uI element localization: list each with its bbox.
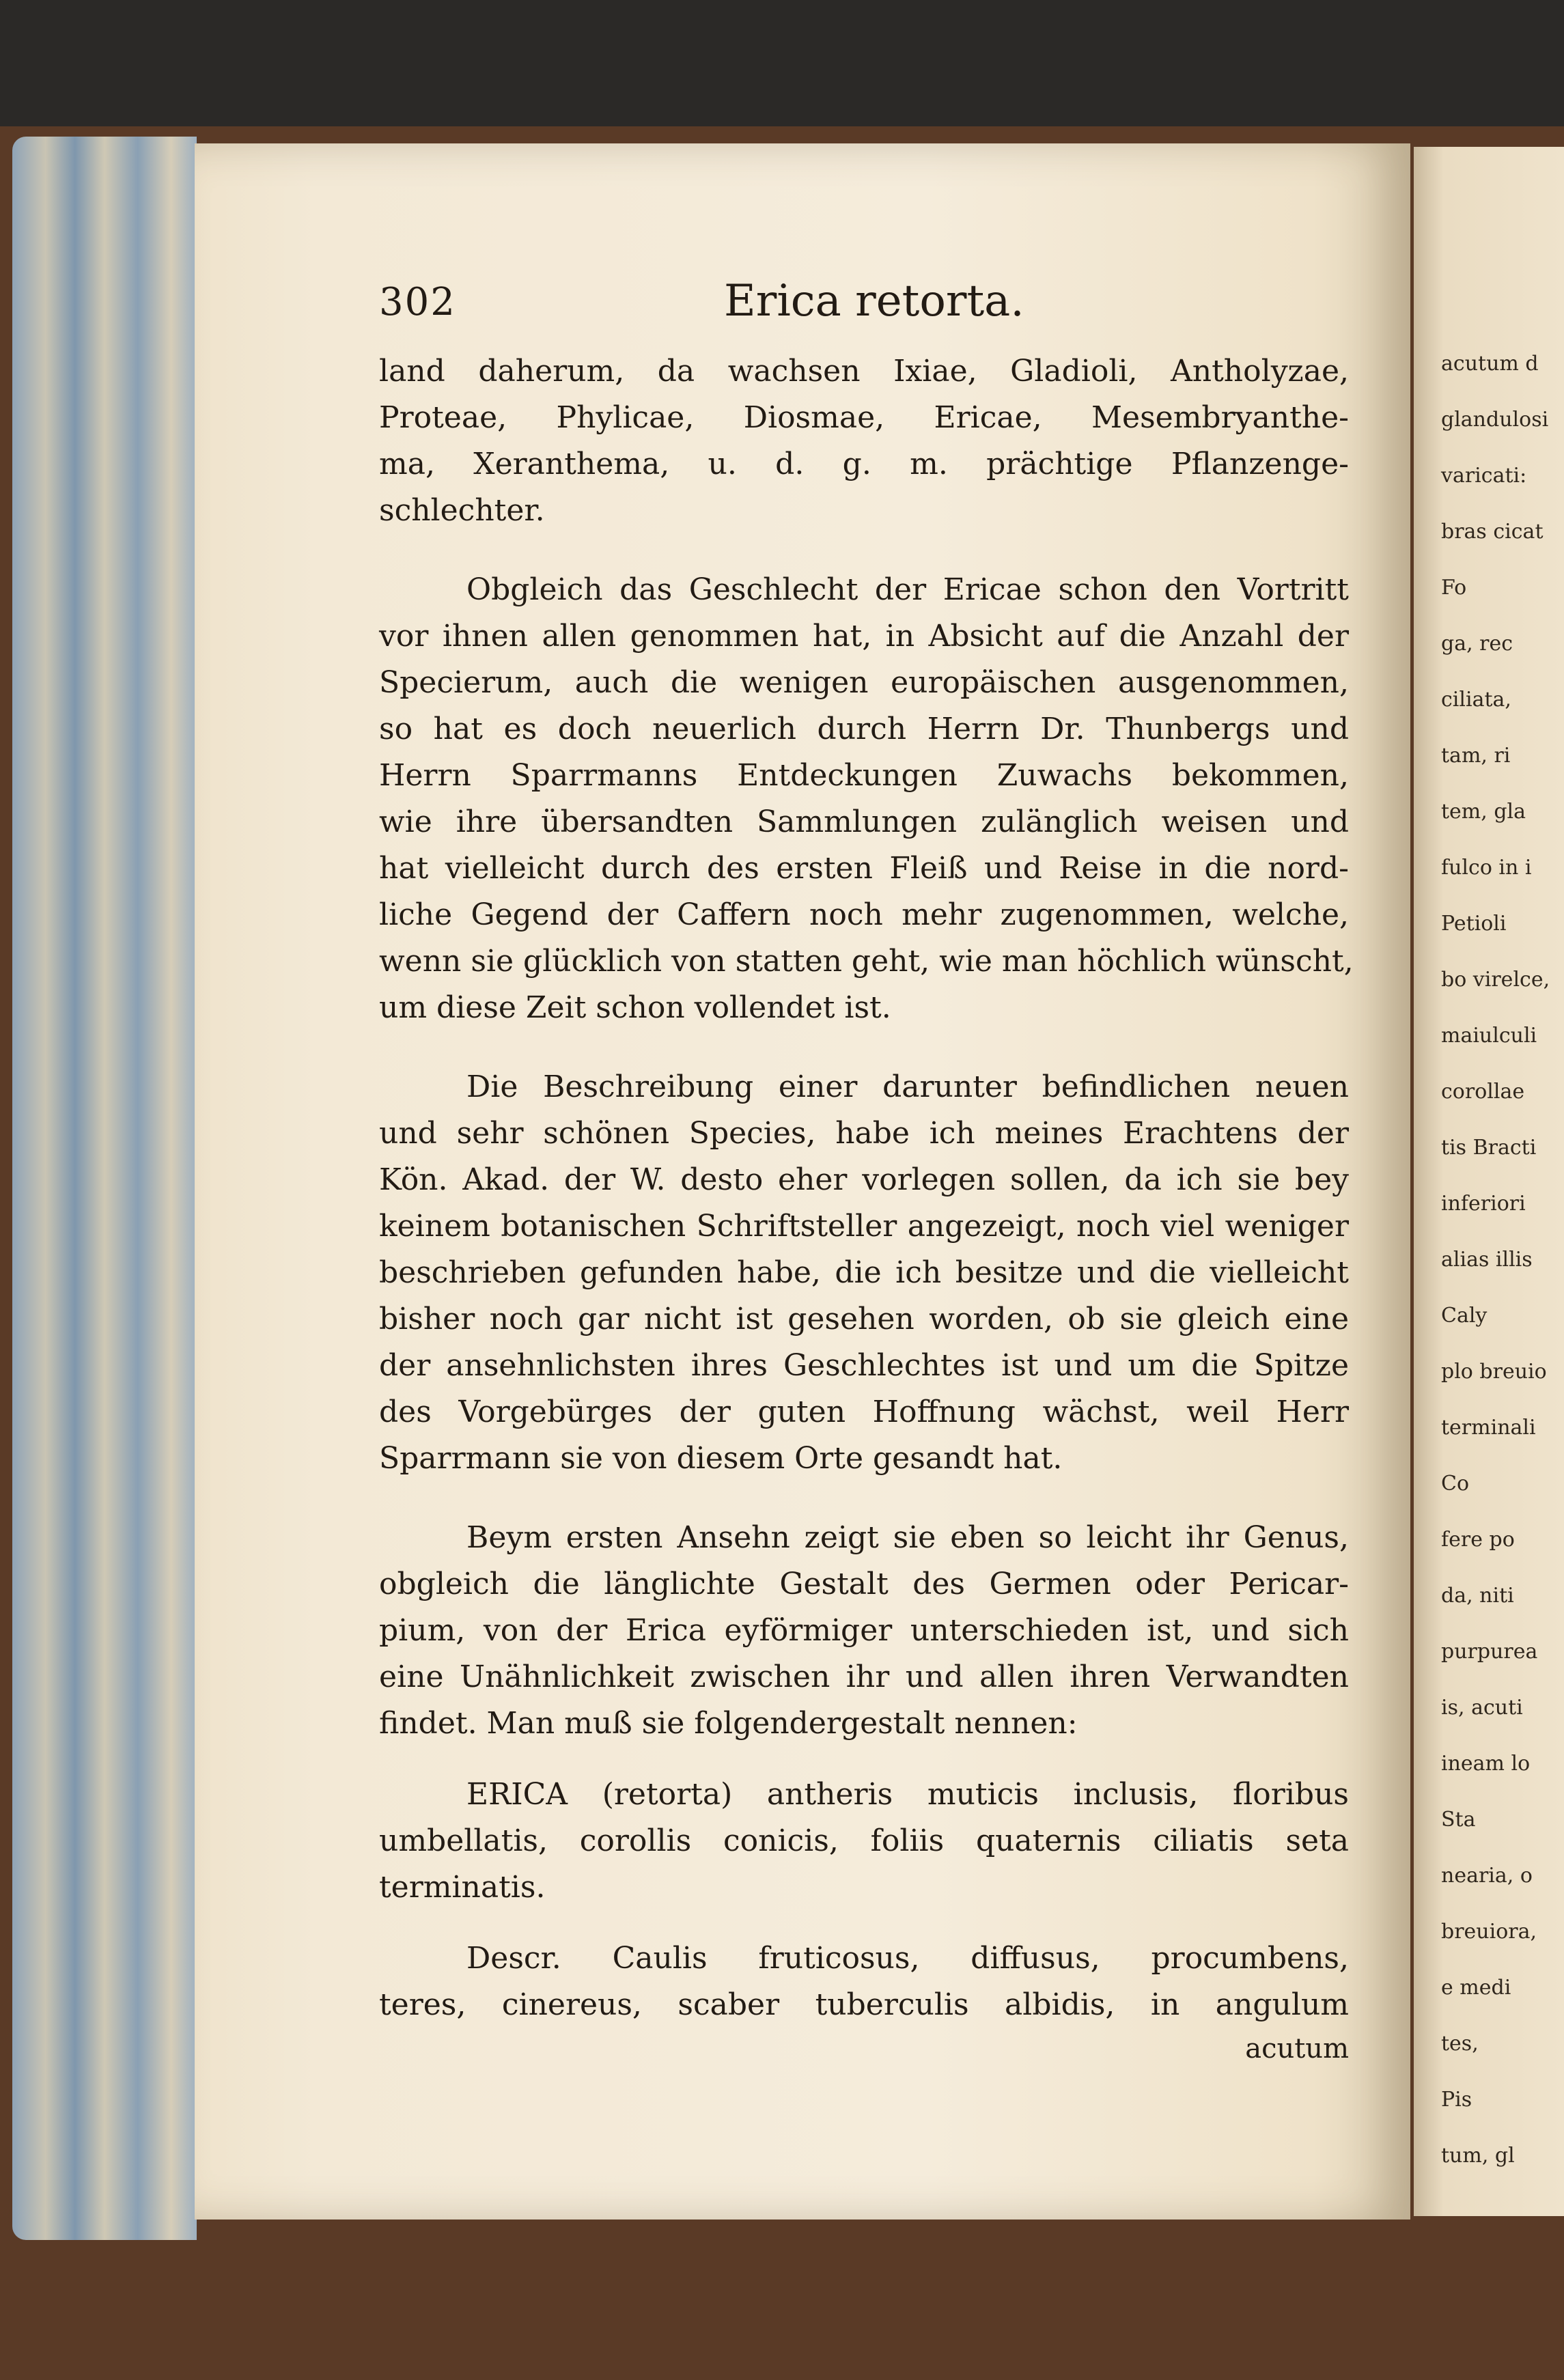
text-line: und sehr schönen Species, habe ich meines Erachtens der [379,1116,1349,1151]
page-number: 302 [379,280,456,324]
text-line: ERICA (retorta) antheris muticis inclusis, floribus [466,1777,1349,1812]
text-line: Specierum, auch die wenigen europäischen ausgenommen, [379,665,1349,700]
text-line: keinem botanischen Schriftsteller angezeigt, noch viel weniger [379,1209,1349,1244]
facing-page-fragment: e medi [1441,1976,1511,2000]
page-fore-edge [12,137,197,2240]
text-line: hat vielleicht durch des ersten Fleiß und Reise in die nord- [379,851,1349,886]
text-line: der ansehnlichsten ihres Geschlechtes ist und um die Spitze [379,1348,1349,1383]
text-line: Kön. Akad. der W. desto eher vorlegen sollen, da ich sie bey [379,1162,1349,1197]
facing-page-fragment: plo breuio [1441,1360,1547,1384]
facing-page-fragment: Caly [1441,1304,1488,1328]
page-text [379,276,1354,2069]
facing-page-fragment: fere po [1441,1528,1515,1552]
facing-page-fragment: bras cicat [1441,520,1544,544]
facing-page-strip [1414,147,1564,2216]
text-line: Sparrmann sie von diesem Orte gesandt hat. [379,1441,1063,1476]
text-line: pium, von der Erica eyförmiger unterschieden ist, und sich [379,1613,1349,1648]
facing-page-fragment: Co [1441,1472,1470,1496]
running-title: Erica retorta. [724,276,1024,326]
facing-page-fragment: varicati: [1441,464,1527,488]
facing-page-fragment: ciliata, [1441,688,1511,712]
text-line: Descr. Caulis fruticosus, diffusus, procumbens, [466,1941,1349,1976]
page-header [379,276,1349,348]
facing-page-fragment: acutum d [1441,352,1539,376]
text-line: umbellatis, corollis conicis, foliis quaternis ciliatis seta [379,1823,1349,1858]
paragraph [379,348,1349,534]
paragraph-description [379,1935,1349,2028]
paragraph [379,1064,1349,1482]
facing-page-fragment: Petioli [1441,912,1507,936]
facing-page-fragment: fulco in i [1441,856,1532,880]
catchword: acutum [1245,2033,1349,2064]
text-line: um diese Zeit schon vollendet ist. [379,990,891,1025]
paragraph-diagnosis [379,1772,1349,1911]
text-line: obgleich die länglichte Gestalt des Germen oder Pericar- [379,1567,1349,1601]
text-line: vor ihnen allen genommen hat, in Absicht auf die Anzahl der [379,619,1349,654]
text-line: bisher noch gar nicht ist gesehen worden, ob sie gleich eine [379,1302,1349,1336]
text-line: eine Unähnlichkeit zwischen ihr und allen ihren Verwandten [379,1660,1349,1694]
facing-page-fragment: ga, rec [1441,632,1513,656]
text-line: land daherum, da wachsen Ixiae, Gladioli, Antholyzae, [379,354,1349,389]
facing-page-fragment: maiulculi [1441,1024,1537,1048]
facing-page-fragment: breuiora, [1441,1920,1537,1944]
text-line: wie ihre übersandten Sammlungen zulänglich weisen und [379,804,1349,839]
facing-page-fragment: Pis [1441,2088,1472,2112]
facing-page-fragment: tis Bracti [1441,1136,1537,1160]
facing-page-fragment: Sta [1441,1808,1476,1832]
text-line: beschrieben gefunden habe, die ich besitze und die vielleicht [379,1255,1349,1290]
facing-page-fragment: ineam lo [1441,1752,1531,1776]
text-line: findet. Man muß sie folgendergestalt nennen: [379,1706,1078,1741]
facing-page-fragment: terminali [1441,1416,1536,1440]
facing-page-fragment: Fo [1441,576,1467,600]
facing-page-fragment: tam, ri [1441,744,1511,768]
facing-page-fragment: glandulosi [1441,408,1549,432]
facing-page-fragment: tes, [1441,2032,1479,2056]
facing-page-fragment: nearia, o [1441,1864,1533,1888]
facing-page-fragment: da, niti [1441,1584,1514,1608]
facing-page-fragment: is, acuti [1441,1696,1523,1720]
facing-page-fragment: corollae [1441,1080,1525,1104]
text-line: wenn sie glücklich von statten geht, wie man höchlich wünscht, [379,944,1354,979]
facing-page-fragment: purpurea [1441,1640,1538,1664]
text-line: schlechter. [379,493,545,528]
text-line: liche Gegend der Caffern noch mehr zugenommen, welche, [379,897,1349,932]
text-line: terminatis. [379,1870,546,1905]
text-line: so hat es doch neuerlich durch Herrn Dr. Thunbergs und [379,712,1349,746]
text-line: Die Beschreibung einer darunter befindlichen neuen [466,1069,1349,1104]
facing-page-fragment: tem, gla [1441,800,1526,824]
facing-page-fragment: tum, gl [1441,2144,1515,2168]
text-line: ma, Xeranthema, u. d. g. m. prächtige Pflanzenge- [379,447,1349,481]
text-line: teres, cinereus, scaber tuberculis albidis, in angulum [379,1987,1349,2022]
paragraph [379,567,1354,1031]
paragraph [379,1515,1349,1747]
text-line: Proteae, Phylicae, Diosmae, Ericae, Mesembryanthe- [379,400,1349,435]
text-line: Beym ersten Ansehn zeigt sie eben so leicht ihr Genus, [466,1520,1349,1555]
text-line: des Vorgebürges der guten Hoffnung wächst, weil Herr [379,1395,1349,1429]
text-line: Herrn Sparrmanns Entdeckungen Zuwachs bekommen, [379,758,1349,793]
facing-page-fragment: alias illis [1441,1248,1533,1272]
facing-page-fragment: inferiori [1441,1192,1526,1216]
text-line: Obgleich das Geschlecht der Ericae schon den Vortritt [466,572,1349,607]
facing-page-fragment: bo virelce, [1441,968,1550,992]
